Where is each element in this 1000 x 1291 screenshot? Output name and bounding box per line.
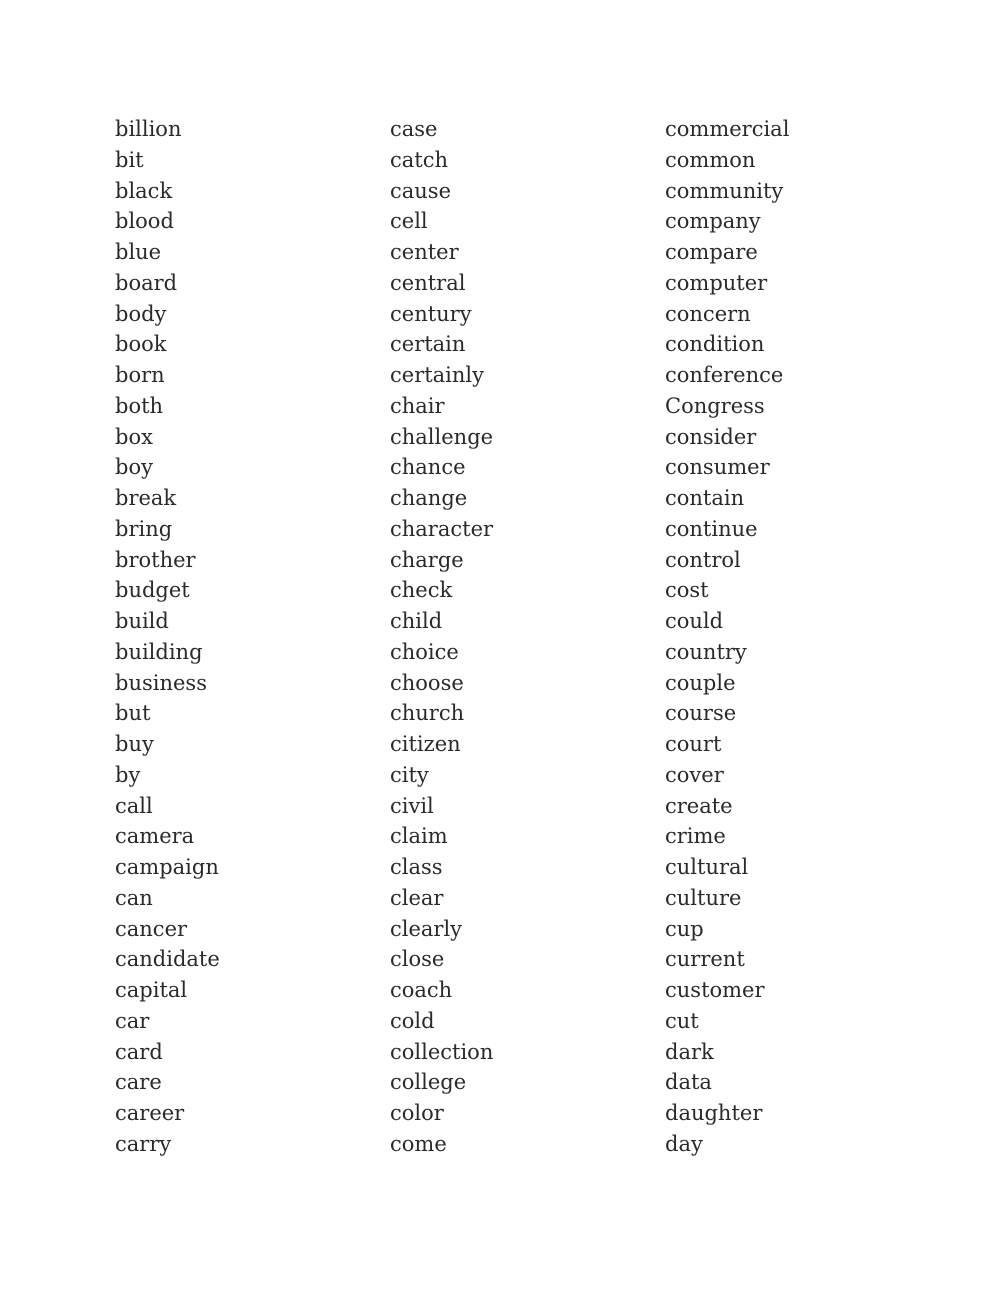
word-item: born [115, 363, 165, 387]
word-item: cup [665, 916, 704, 941]
word-item: break [115, 486, 177, 510]
word-item: bring [115, 516, 173, 541]
word-item: couple [665, 670, 736, 695]
word-item: cold [390, 1008, 435, 1033]
word-item: certain [390, 332, 466, 357]
word-item: candidate [115, 947, 220, 972]
word-item: close [390, 947, 445, 972]
word-item: class [390, 855, 443, 879]
word-item: color [390, 1101, 444, 1125]
word-item: boy [115, 455, 153, 480]
word-item: both [115, 393, 164, 418]
word-item: commercial [665, 117, 790, 141]
word-item: could [665, 609, 724, 633]
word-item: clearly [390, 916, 463, 941]
word-item: collection [390, 1039, 494, 1064]
word-item: create [665, 793, 733, 818]
word-item: daughter [665, 1101, 763, 1125]
word-item: box [115, 424, 153, 449]
word-item: concern [665, 301, 751, 326]
word-item: blue [115, 240, 162, 264]
word-item: cut [665, 1008, 699, 1033]
word-item: billion [115, 117, 182, 141]
word-item: change [390, 486, 468, 510]
word-item: choice [390, 639, 459, 664]
word-item: civil [390, 793, 434, 818]
word-item: community [665, 178, 784, 203]
word-item: dark [665, 1039, 714, 1064]
word-item: charge [390, 547, 464, 572]
word-item: day [665, 1131, 703, 1156]
word-item: contain [665, 486, 745, 510]
word-item: consumer [665, 455, 770, 480]
word-item: bit [115, 147, 144, 172]
word-item: cultural [665, 855, 749, 879]
word-item: center [390, 240, 459, 264]
word-item: cell [390, 209, 428, 234]
word-item: board [115, 270, 178, 295]
word-item: claim [390, 824, 448, 849]
word-item: central [390, 270, 466, 295]
word-item: customer [665, 978, 765, 1002]
word-item: chance [390, 455, 466, 480]
word-item: care [115, 1070, 162, 1095]
word-item: challenge [390, 424, 494, 449]
word-item: capital [115, 978, 188, 1002]
word-item: building [115, 639, 203, 664]
word-item: character [390, 516, 494, 541]
word-item: case [390, 117, 438, 141]
word-item: course [665, 701, 737, 726]
word-item: black [115, 178, 173, 203]
word-item: company [665, 209, 761, 234]
word-item: business [115, 670, 207, 695]
word-item: data [665, 1070, 712, 1095]
word-item: book [115, 332, 167, 357]
word-item: computer [665, 270, 768, 295]
word-item: continue [665, 516, 758, 541]
word-item: court [665, 732, 722, 756]
word-item: college [390, 1070, 467, 1095]
word-item: by [115, 762, 141, 787]
word-item: call [115, 793, 153, 818]
word-item: can [115, 885, 153, 910]
word-item: budget [115, 578, 190, 603]
word-item: but [115, 701, 151, 726]
word-item: child [390, 609, 443, 633]
word-item: career [115, 1101, 185, 1125]
word-column-2 [390, 114, 493, 1160]
word-item: blood [115, 209, 174, 234]
word-item: Congress [665, 393, 765, 418]
word-item: clear [390, 885, 444, 910]
word-item: cost [665, 578, 709, 603]
word-item: check [390, 578, 453, 603]
word-item: century [390, 301, 472, 326]
word-item: certainly [390, 363, 485, 387]
word-item: chair [390, 393, 445, 418]
word-item: cancer [115, 916, 188, 941]
word-item: buy [115, 732, 154, 756]
word-item: choose [390, 670, 464, 695]
word-item: cause [390, 178, 452, 203]
word-item: catch [390, 147, 449, 172]
word-item: consider [665, 424, 757, 449]
word-item: brother [115, 547, 196, 572]
word-item: campaign [115, 855, 219, 879]
word-item: compare [665, 240, 758, 264]
word-item: culture [665, 885, 742, 910]
word-item: crime [665, 824, 726, 849]
word-item: car [115, 1008, 150, 1033]
word-item: carry [115, 1131, 172, 1156]
word-item: body [115, 301, 167, 326]
word-item: build [115, 609, 169, 633]
word-item: conference [665, 363, 784, 387]
word-item: condition [665, 332, 765, 357]
word-column-3 [665, 114, 789, 1160]
word-item: church [390, 701, 465, 726]
word-item: coach [390, 978, 453, 1002]
word-item: card [115, 1039, 163, 1064]
word-item: citizen [390, 732, 461, 756]
word-item: current [665, 947, 745, 972]
word-item: common [665, 147, 756, 172]
word-item: city [390, 762, 429, 787]
word-item: camera [115, 824, 195, 849]
word-item: cover [665, 762, 724, 787]
word-item: country [665, 639, 747, 664]
word-item: control [665, 547, 741, 572]
word-column-1 [115, 114, 220, 1160]
word-item: come [390, 1131, 447, 1156]
